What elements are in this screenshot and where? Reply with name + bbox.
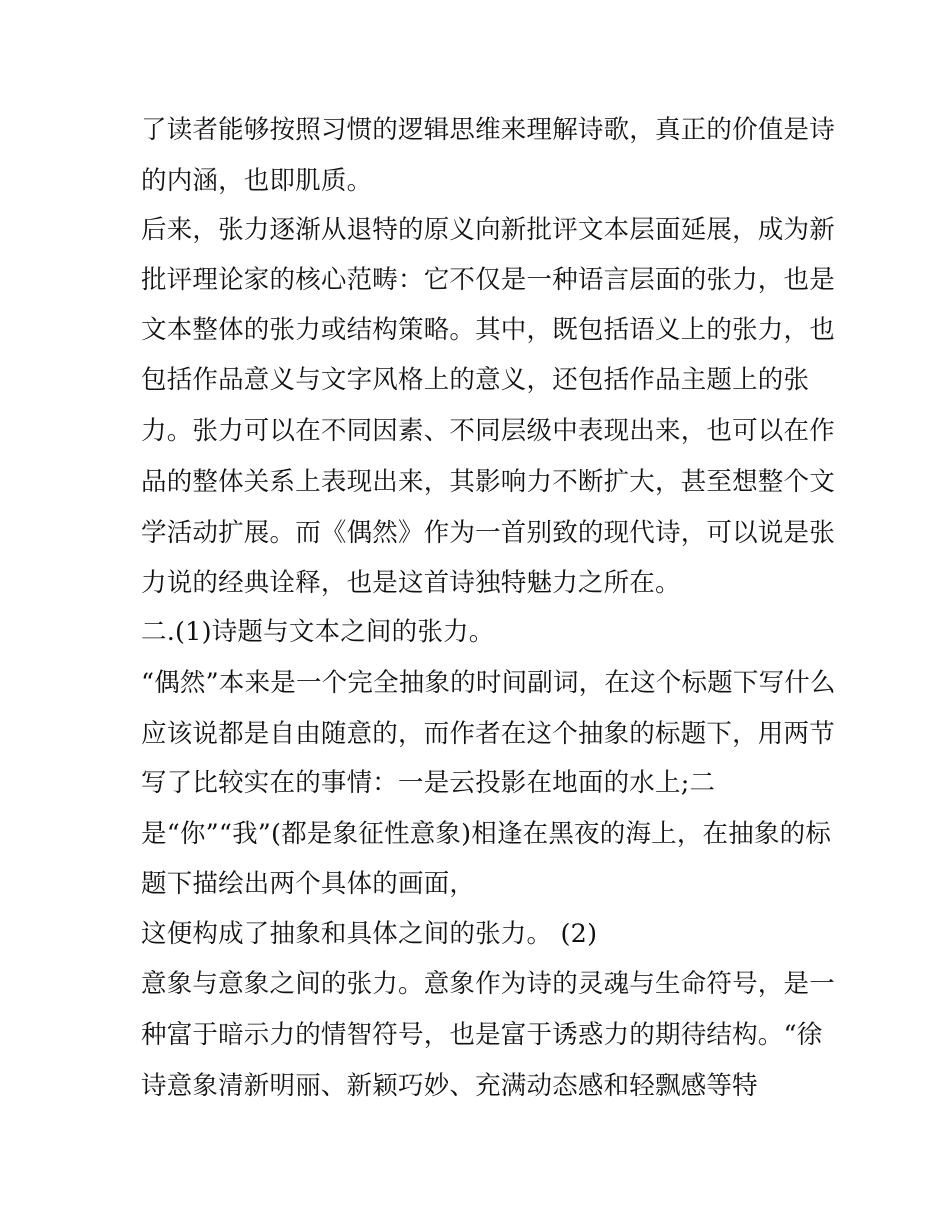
text-line: 批评理论家的核心范畴：它不仅是一种语言层面的张力，也是: [141, 265, 835, 295]
text-line: 是“你”“我”(都是象征性意象)相逢在黑夜的海上，在抽象的标: [141, 819, 832, 849]
text-line: 了读者能够按照习惯的逻辑思维来理解诗歌，真正的价值是诗: [141, 115, 835, 145]
text-line: 品的整体关系上表现出来，其影响力不断扩大，甚至想整个文: [141, 467, 835, 497]
text-line: 力说的经典诠释，也是这首诗独特魅力之所在。: [141, 568, 681, 598]
text-line: 学活动扩展。而《偶然》作为一首别致的现代诗，可以说是张: [141, 518, 835, 548]
text-line: 写了比较实在的事情：一是云投影在地面的水上;二: [141, 768, 716, 798]
text-line: 后来，张力逐渐从退特的原义向新批评文本层面延展，成为新: [141, 215, 835, 245]
text-line: 诗意象清新明丽、新颖巧妙、充满动态感和轻飘感等特: [141, 1071, 758, 1101]
text-line: 种富于暗示力的情智符号，也是富于诱惑力的期待结构。“徐: [141, 1020, 823, 1050]
text-line: 应该说都是自由随意的，而作者在这个抽象的标题下，用两节: [141, 719, 835, 749]
text-line: 这便构成了抽象和具体之间的张力。 (2): [141, 919, 598, 949]
text-line: 包括作品意义与文字风格上的意义，还包括作品主题上的张: [141, 365, 810, 395]
text-line: “偶然”本来是一个完全抽象的时间副词，在这个标题下写什么: [141, 668, 836, 698]
text-line: 意象与意象之间的张力。意象作为诗的灵魂与生命符号，是一: [141, 969, 835, 999]
text-line: 文本整体的张力或结构策略。其中，既包括语义上的张力，也: [141, 315, 835, 345]
text-line: 的内涵，也即肌质。: [141, 166, 373, 196]
section-heading: 二.(1)诗题与文本之间的张力。: [141, 617, 495, 647]
text-line: 题下描绘出两个具体的画面，: [141, 869, 476, 899]
text-line: 力。张力可以在不同因素、不同层级中表现出来，也可以在作: [141, 416, 835, 446]
